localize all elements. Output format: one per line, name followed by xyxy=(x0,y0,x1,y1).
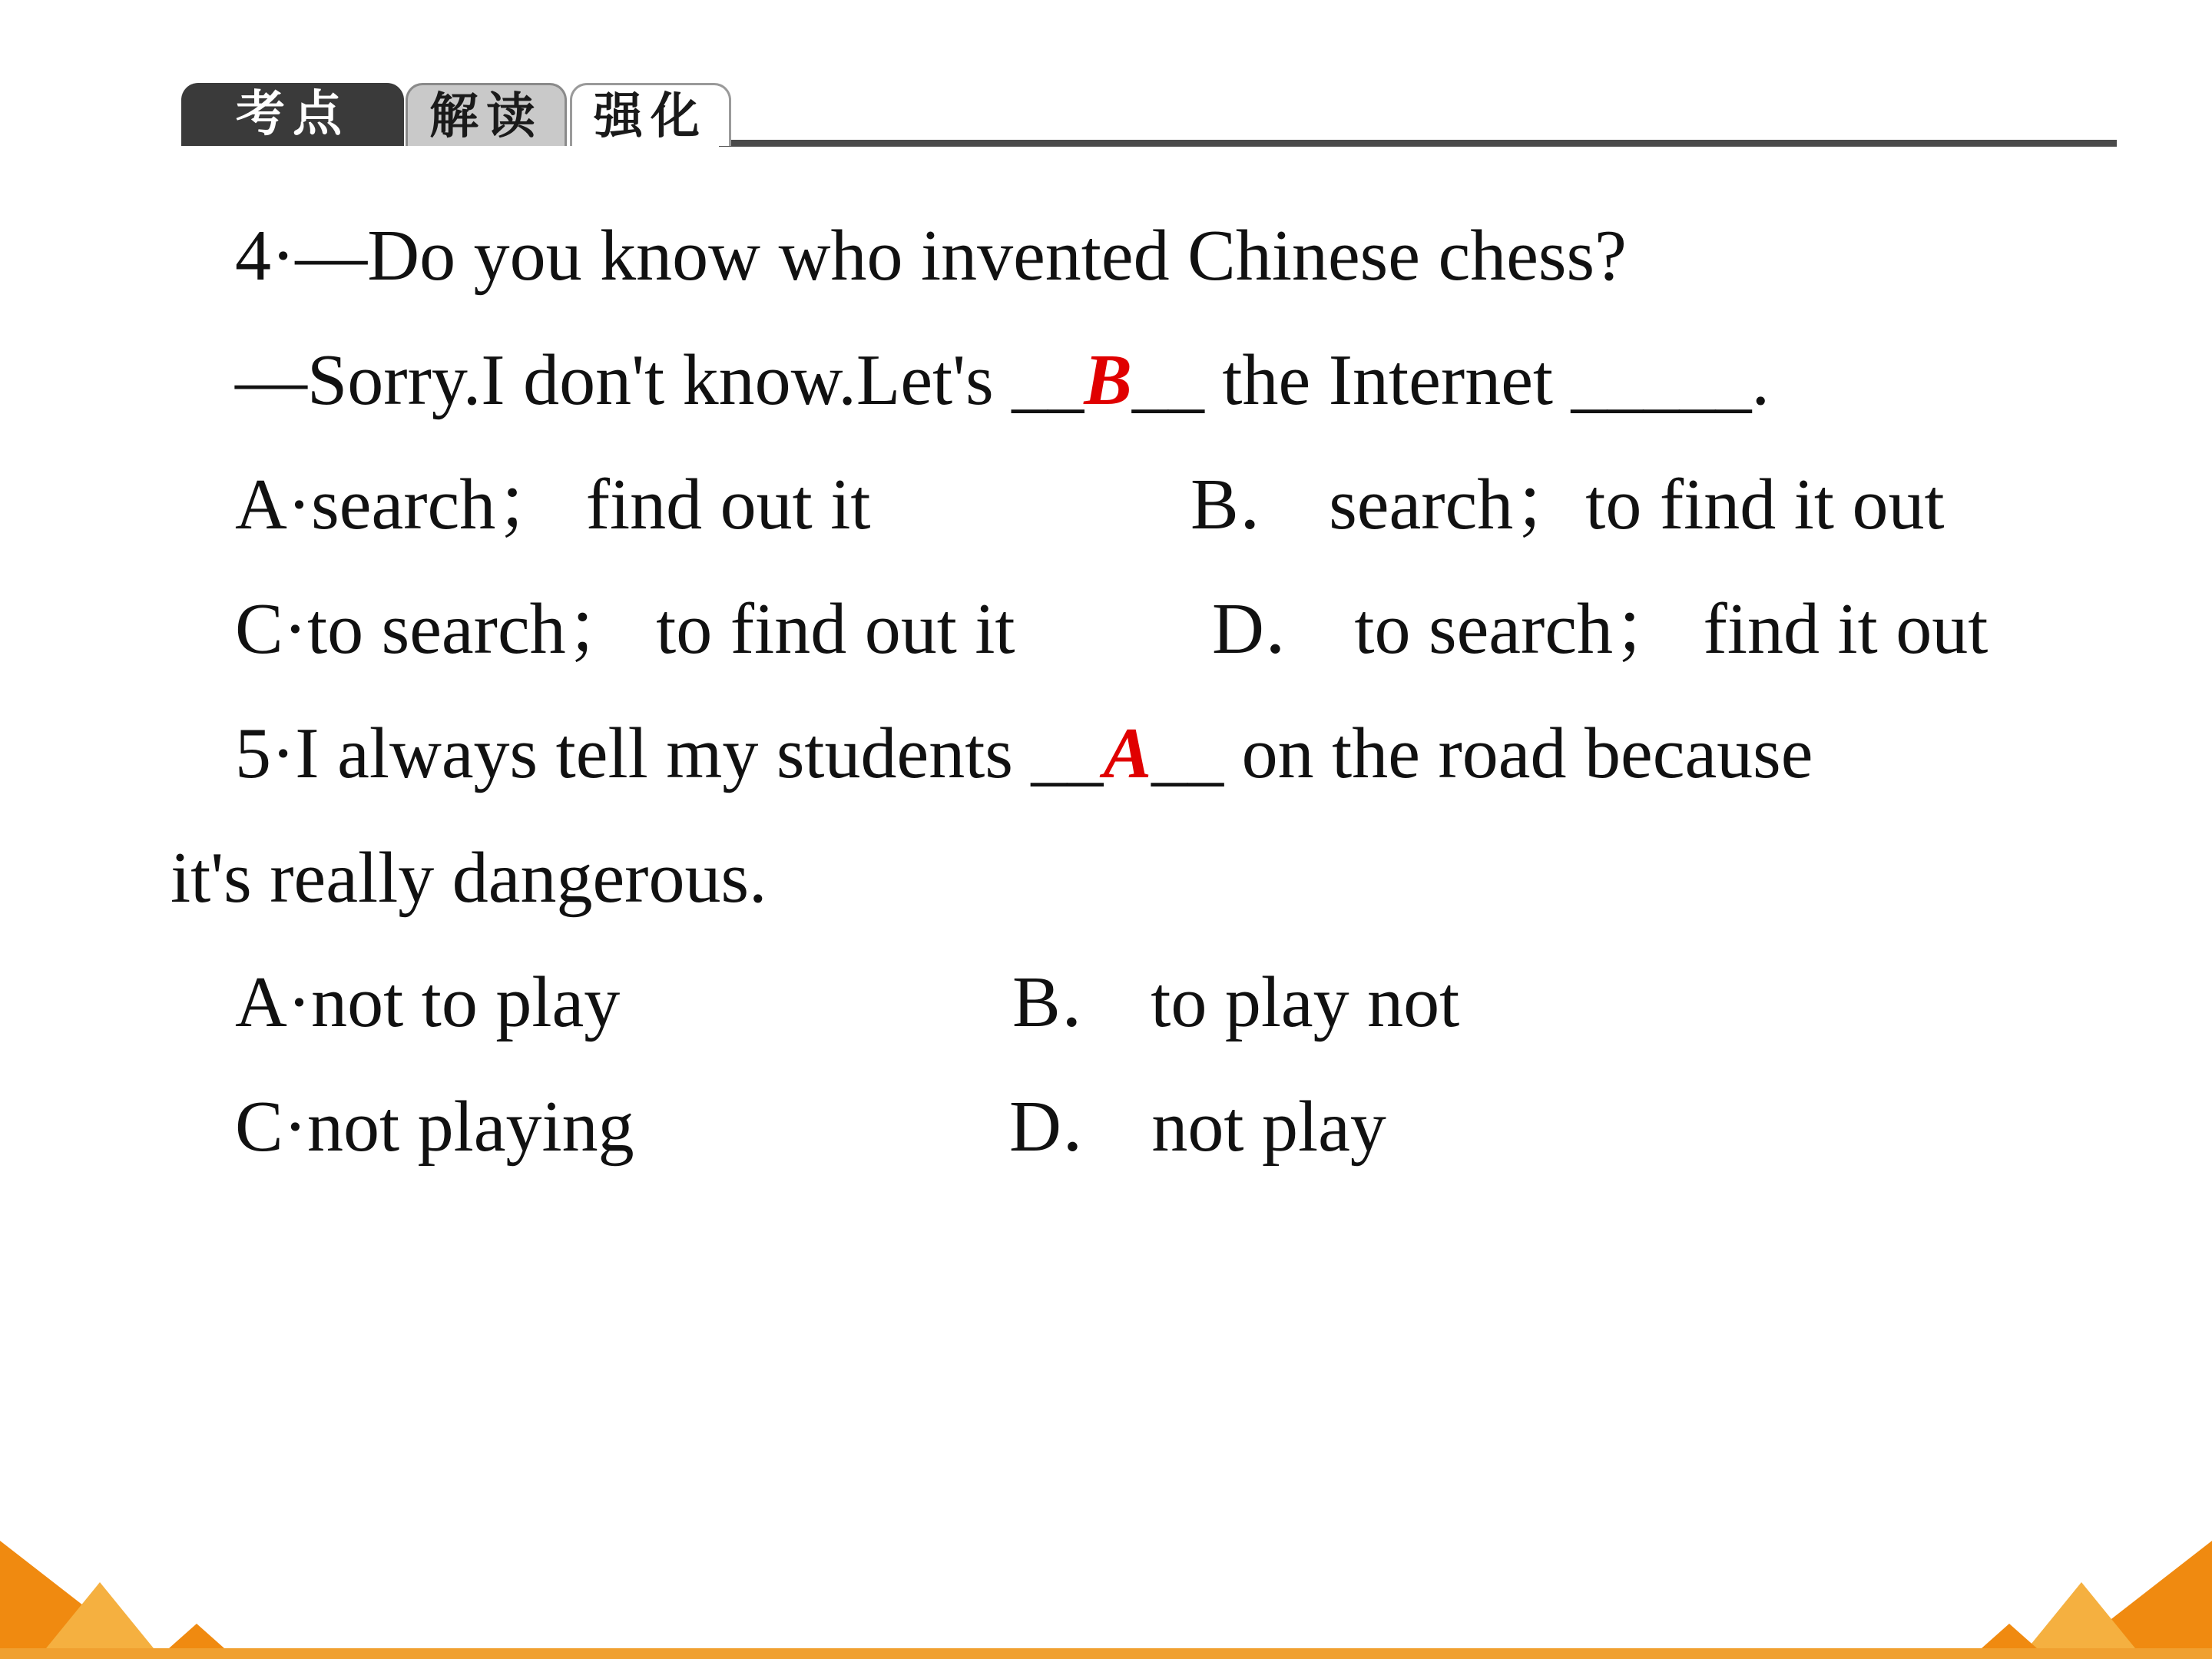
q4-option-c: C·to search； to find out it xyxy=(235,589,1015,669)
tab-qianghua: 强化 xyxy=(570,83,731,146)
q5-line1-post: __ on the road because xyxy=(1151,714,1813,793)
q5-line1-pre: 5·I always tell my students __ xyxy=(235,714,1104,793)
footer-triangle-right-2 xyxy=(2028,1582,2135,1648)
footer-bar xyxy=(0,1648,2212,1659)
header-rule xyxy=(719,140,2117,147)
q5-stem xyxy=(235,711,1813,796)
q4-line2 xyxy=(235,338,1770,422)
q5-option-c: C·not playing xyxy=(235,1087,634,1167)
tab-jiedu: 解读 xyxy=(406,83,567,146)
q4-stem: 4·—Do you know who invented Chinese chess? xyxy=(235,216,1627,296)
footer-triangle-left-3 xyxy=(169,1624,224,1648)
q4-option-b: B． search；to find it out xyxy=(1190,465,1945,545)
tab-kaodian: 考点 xyxy=(181,83,404,146)
section-header xyxy=(181,80,2117,149)
footer-triangle-left-2 xyxy=(46,1582,154,1648)
q4-option-d: D． to search； find it out xyxy=(1212,589,1988,669)
q5-stem-cont: it's really dangerous. xyxy=(171,838,767,918)
q4-answer: B xyxy=(1084,340,1132,420)
footer-triangle-right-3 xyxy=(1982,1624,2037,1648)
q4-option-a: A·search； find out it xyxy=(235,465,871,545)
q4-line2-pre: —Sorry.I don't know.Let's __ xyxy=(235,340,1084,420)
q5-option-d: D． not play xyxy=(1009,1087,1386,1167)
q5-option-b: B． to play not xyxy=(1012,962,1460,1042)
q4-line2-post: __ the Internet _____. xyxy=(1131,340,1770,420)
q5-option-a: A·not to play xyxy=(235,962,621,1042)
q5-answer: A xyxy=(1103,714,1152,793)
